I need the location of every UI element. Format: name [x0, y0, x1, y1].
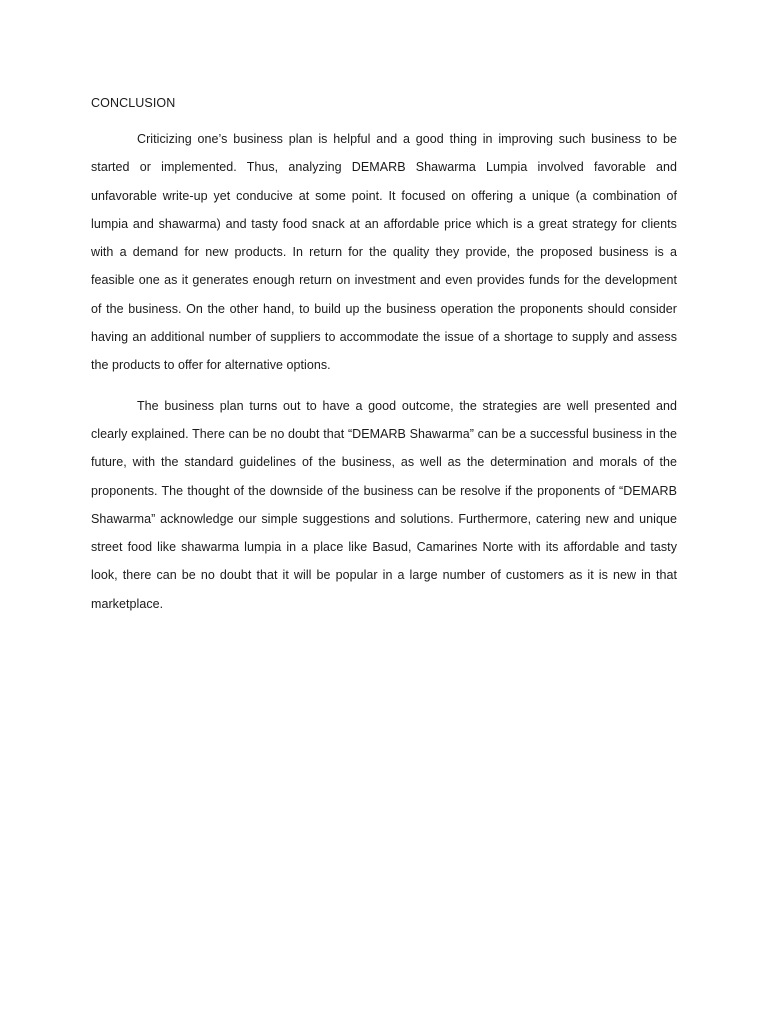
document-body [91, 93, 677, 630]
section-heading: CONCLUSION [91, 96, 176, 110]
paragraph-2: The business plan turns out to have a good outcome, the strategies are well presented and clearly explained. There can be no doubt that “DEMARB Shawarma” can be a successful business in the future, with the standard guidelines of the business, as well as the determination and morals of the proponents. The thought of the downside of the business can be resolve if the proponents of “DEMARB Shawarma” acknowledge our simple suggestions and solutions. Furthermore, catering new and unique street food like shawarma lumpia in a place like Basud, Camarines Norte with its affordable and tasty look, there can be no doubt that it will be popular in a large number of customers as it is new in that marketplace. [91, 398, 677, 611]
paragraph-1: Criticizing one’s business plan is helpful and a good thing in improving such business to be started or implemented. Thus, analyzing DEMARB Shawarma Lumpia involved favorable and unfavorable write-up yet conducive at some point. It focused on offering a unique (a combination of lumpia and shawarma) and tasty food snack at an affordable price which is a great strategy for clients with a demand for new products. In return for the quality they provide, the proposed business is a feasible one as it generates enough return on investment and even provides funds for the development of the business. On the other hand, to build up the business operation the proponents should consider having an additional number of suppliers to accommodate the issue of a shortage to supply and assess the products to offer for alternative options. [91, 132, 677, 373]
